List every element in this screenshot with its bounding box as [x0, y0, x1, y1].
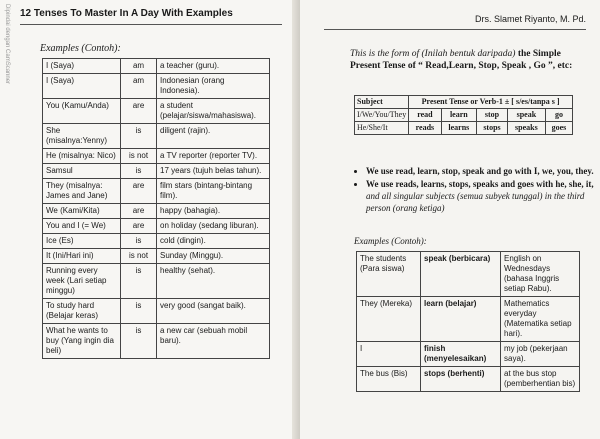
verb-cell: are: [121, 179, 157, 204]
verb-cell: are: [121, 219, 157, 234]
subject-cell: They (Mereka): [357, 297, 421, 342]
header-rule: [20, 24, 282, 25]
examples-label-right: Examples (Contoh):: [354, 236, 427, 246]
table-row: [43, 124, 270, 149]
verb-cell: am: [121, 59, 157, 74]
examples-table: [42, 58, 270, 359]
verb-form-cell: speak: [507, 109, 545, 122]
complement-cell: English on Wednesdays (bahasa Inggris setiap Rabu).: [501, 252, 580, 297]
subject-cell: You (Kamu/Anda): [43, 99, 121, 124]
table-row: [43, 59, 270, 74]
subject-cell: The bus (Bis): [357, 367, 421, 392]
verb-cell: is: [121, 234, 157, 249]
verb-cell: is: [121, 124, 157, 149]
complement-cell: 17 years (tujuh belas tahun).: [157, 164, 270, 179]
watermark: Dipindai dengan CamScanner: [4, 4, 10, 85]
table-header-row: [355, 96, 573, 109]
table-row: [43, 219, 270, 234]
table-row: [43, 149, 270, 164]
complement-cell: at the bus stop (pemberhentian bis): [501, 367, 580, 392]
verb-cell: is not: [121, 249, 157, 264]
subject-cell: It (Ini/Hari ini): [43, 249, 121, 264]
subject-cell: Ice (Es): [43, 234, 121, 249]
verb-form-cell: go: [545, 109, 572, 122]
verb-form-cell: speaks: [507, 122, 545, 135]
header-author: Drs. Slamet Riyanto, M. Pd.: [474, 14, 586, 24]
bullet-item: • We use reads, learns, stops, speaks and goes with he, she, it, and all singular subjects (semua subyek tunggal) in the third person (orang ketiga): [366, 178, 594, 214]
verb-form-cell: stop: [477, 109, 508, 122]
subject-cell: She (misalnya:Yenny): [43, 124, 121, 149]
table-row: [357, 297, 580, 342]
complement-cell: a new car (sebuah mobil baru).: [157, 324, 270, 359]
verb-cell: is: [121, 164, 157, 179]
subject-cell: I (Saya): [43, 59, 121, 74]
complement-cell: Indonesian (orang Indonesia).: [157, 74, 270, 99]
complement-cell: cold (dingin).: [157, 234, 270, 249]
verb-cell: are: [121, 204, 157, 219]
complement-cell: film stars (bintang-bintang film).: [157, 179, 270, 204]
verb-form-cell: stops: [477, 122, 508, 135]
verb-form-cell: learns: [441, 122, 477, 135]
verb-cell: is not: [121, 149, 157, 164]
complement-cell: Mathematics everyday (Matematika setiap hari).: [501, 297, 580, 342]
complement-cell: happy (bahagia).: [157, 204, 270, 219]
subject-cell: He/She/It: [355, 122, 409, 135]
subject-cell: He (misalnya: Nico): [43, 149, 121, 164]
verb-cell: learn (belajar): [421, 297, 501, 342]
table-row: [43, 234, 270, 249]
table-row: [43, 179, 270, 204]
verb-form-cell: goes: [545, 122, 572, 135]
subject-cell: The students (Para siswa): [357, 252, 421, 297]
intro-paragraph: [350, 48, 580, 72]
verb-cell: speak (berbicara): [421, 252, 501, 297]
table-row: [43, 204, 270, 219]
verb-cell: is: [121, 264, 157, 299]
complement-cell: diligent (rajin).: [157, 124, 270, 149]
verb-form-cell: read: [409, 109, 441, 122]
verb-form-table: [354, 95, 573, 135]
bullet-item: • We use read, learn, stop, speak and go with I, we, you, they.: [366, 165, 594, 177]
table-row: [43, 324, 270, 359]
subject-cell: I (Saya): [43, 74, 121, 99]
table-row: [357, 367, 580, 392]
verb-cell: am: [121, 74, 157, 99]
table-row: [357, 342, 580, 367]
verb-form-cell: learn: [441, 109, 477, 122]
subject-cell: I/We/You/They: [355, 109, 409, 122]
verb-cell: is: [121, 299, 157, 324]
table-row: [43, 164, 270, 179]
subject-cell: To study hard (Belajar keras): [43, 299, 121, 324]
verb-form-cell: reads: [409, 122, 441, 135]
table-row: [43, 264, 270, 299]
verb-cell: stops (berhenti): [421, 367, 501, 392]
examples-label: Examples (Contoh):: [40, 43, 121, 54]
verb-cell: is: [121, 324, 157, 359]
header-rule: [324, 29, 586, 30]
complement-cell: my job (pekerjaan saya).: [501, 342, 580, 367]
usage-bullets: [352, 165, 594, 215]
table-row: [355, 122, 573, 135]
subject-cell: We (Kami/Kita): [43, 204, 121, 219]
table-row: [357, 252, 580, 297]
intro-italic: This is the form of (Inilah bentuk daripada): [350, 49, 516, 59]
complement-cell: a TV reporter (reporter TV).: [157, 149, 270, 164]
intro-bold: the Simple Present Tense of “ Read,Learn, Stop, Speak , Go ”, etc:: [350, 49, 573, 71]
subject-cell: You and I (= We): [43, 219, 121, 234]
table-row: [43, 249, 270, 264]
subject-cell: They (misalnya: James and Jane): [43, 179, 121, 204]
complement-cell: a teacher (guru).: [157, 59, 270, 74]
table-row: [43, 74, 270, 99]
header-subject: Subject: [355, 96, 409, 109]
subject-cell: I: [357, 342, 421, 367]
table-row: [355, 109, 573, 122]
table-row: [43, 99, 270, 124]
header-title: 12 Tenses To Master In A Day With Examples: [20, 8, 233, 19]
verb-cell: are: [121, 99, 157, 124]
verb-cell: finish (menyelesaikan): [421, 342, 501, 367]
subject-cell: What he wants to buy (Yang ingin dia beli): [43, 324, 121, 359]
examples-table-right: [356, 251, 580, 392]
complement-cell: a student (pelajar/siswa/mahasiswa).: [157, 99, 270, 124]
complement-cell: very good (sangat baik).: [157, 299, 270, 324]
header-verb: Present Tense or Verb-1 ± [ s/es/tanpa s ]: [409, 96, 573, 109]
complement-cell: on holiday (sedang liburan).: [157, 219, 270, 234]
complement-cell: healthy (sehat).: [157, 264, 270, 299]
complement-cell: Sunday (Minggu).: [157, 249, 270, 264]
table-row: [43, 299, 270, 324]
subject-cell: Running every week (Lari setiap minggu): [43, 264, 121, 299]
subject-cell: Samsul: [43, 164, 121, 179]
